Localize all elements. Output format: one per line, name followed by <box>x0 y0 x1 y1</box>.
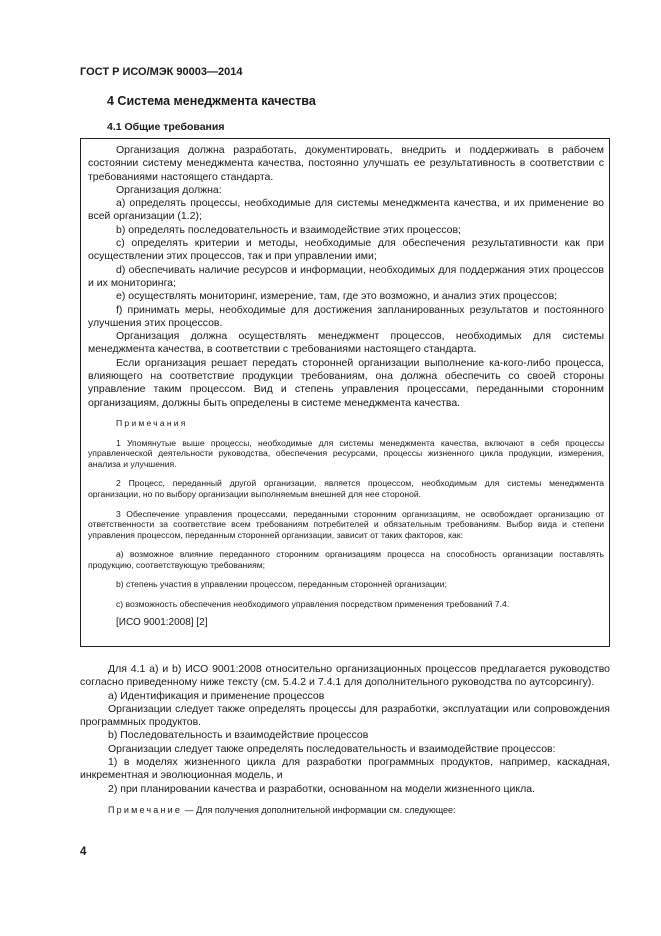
section-title: 4 Система менеджмента качества <box>107 94 316 108</box>
box-paragraph: Организация должна разработать, документировать, внедрить и поддерживать в рабочем состоянии систему менеджмента качества, постоянно улучшать ее результативность в соответствии с требованиями настоящего стандарта. <box>88 144 604 183</box>
note-3b: b) степень участия в управлении процессом, переданным сторонней организации; <box>116 579 447 590</box>
document-header: ГОСТ Р ИСО/МЭК 90003—2014 <box>80 66 243 78</box>
guidance-paragraph: Для 4.1 a) и b) ИСО 9001:2008 относительно организационных процессов предлагается руководство согласно приведенному ниже тексту (см. 5.4.2 и 7.4.1 для дополнительного руководства по аутсорсингу). <box>80 663 610 689</box>
guidance-paragraph: 2) при планировании качества и разработки, основанном на модели жизненного цикла. <box>108 782 536 795</box>
final-note-label: Примечание <box>108 804 183 815</box>
box-paragraph: a) определять процессы, необходимые для системы менеджмента качества, и их применение во всей организации (1.2); <box>88 197 604 223</box>
guidance-paragraph: Организации следует также определять последовательность и взаимодействие процессов: <box>108 742 556 755</box>
guidance-paragraph: 1) в моделях жизненного цикла для разработки программных продуктов, например, каскадная, инкрементная и эволюционная модель, и <box>80 756 610 782</box>
note-3a: a) возможное влияние переданного сторонним организациям процесса на способность организации поставлять продукцию, соответствующую требованиям; <box>88 549 604 570</box>
box-paragraph: b) определять последовательность и взаимодействие этих процессов; <box>116 223 461 236</box>
box-paragraph: c) определять критерии и методы, необходимые для обеспечения результативности как при осуществлении этих процессов, так и при управлении ими; <box>88 237 604 263</box>
box-paragraph: e) осуществлять мониторинг, измерение, там, где это возможно, и анализ этих процессов; <box>116 290 558 303</box>
final-note <box>80 804 610 817</box>
note-3c: c) возможность обеспечения необходимого управления посредством применения требований 7.4. <box>116 599 510 610</box>
note-2: 2 Процесс, переданный другой организации, является процессом, необходимым для системы менеджмента организации, но по выбору организации выполняемым внешней для нее стороной. <box>88 478 604 499</box>
box-paragraph: Если организация решает передать сторонней организации выполнение ка-кого-либо процесса, влияющего на соответствие продукции требованиям, она должна обеспечить со своей стороны управление таким процессом. Вид и степень управления процессами, переданными сторонним организациям, должны быть определены в системе менеджмента качества. <box>88 356 604 409</box>
final-note-text: — Для получения дополнительной информации см. следующее: <box>182 804 456 815</box>
notes-block <box>88 418 604 628</box>
guidance-paragraph: Организации следует также определять процессы для разработки, эксплуатации или сопровождения программных продуктов. <box>80 702 610 729</box>
notes-title: Примечания <box>116 417 188 428</box>
note-3: 3 Обеспечение управления процессами, переданными сторонним организациям, не освобождает организацию от ответственности за соответствие всем требованиям потребителей и обязательным требованиям. Выбор вида и степени управления процессом, переданным сторонней организации, зависит от таких факторов, как: <box>88 508 604 540</box>
note-1: 1 Упомянутые выше процессы, необходимые для системы менеджмента качества, включают в себя процессы управленческой деятельности руководства, обеспечения ресурсами, процессы жизненного цикла продукции, измерения, анализа и улучшения. <box>88 437 604 469</box>
guidance-paragraph: a) Идентификация и применение процессов <box>108 689 325 702</box>
page-number: 4 <box>80 846 87 858</box>
box-paragraph: Организация должна: <box>116 183 222 196</box>
source-reference: [ИСО 9001:2008] [2] <box>116 616 208 628</box>
box-paragraph: Организация должна осуществлять менеджмент процессов, необходимых для системы менеджмента качества, в соответствии с требованиями настоящего стандарта. <box>88 330 604 356</box>
subsection-title: 4.1 Общие требования <box>107 121 225 133</box>
guidance-text <box>80 663 610 817</box>
guidance-paragraph: b) Последовательность и взаимодействие процессов <box>108 729 369 742</box>
box-paragraph: d) обеспечивать наличие ресурсов и информации, необходимых для поддержания этих процессов и их мониторинга; <box>88 263 604 289</box>
quoted-requirements-box <box>80 138 610 647</box>
box-paragraph: f) принимать меры, необходимые для достижения запланированных результатов и постоянного улучшения этих процессов. <box>88 303 604 329</box>
